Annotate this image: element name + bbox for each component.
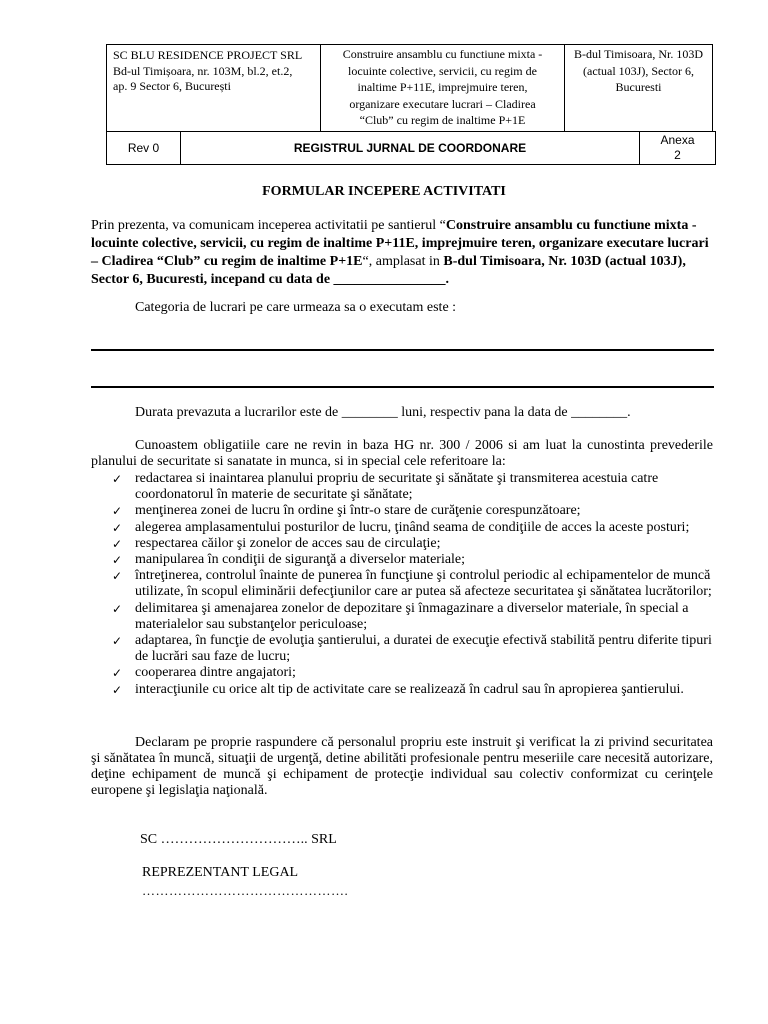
header-table — [106, 44, 713, 132]
project-cell — [321, 45, 565, 132]
revision-label: Rev 0 — [107, 132, 181, 165]
project-line-5: “Club” cu regim de inaltime P+1E — [359, 113, 526, 127]
site-address-line-3: Bucuresti — [615, 80, 662, 94]
obligation-text: întreţinerea, controlul înainte de punerea în funcţiune şi controlul periodic al echipamentelor de muncă utilizate, în scopul eliminării defecţiunilor care ar putea să afecteze securitatea şi sănătatea lucrătorilor; — [135, 568, 712, 600]
category-line-1[interactable] — [91, 349, 714, 351]
project-line-2: locuinte colective, servicii, cu regim de — [348, 63, 537, 78]
obligation-item — [112, 568, 714, 600]
obligations-list — [112, 471, 714, 698]
obligation-text: interacţiunile cu orice alt tip de activitate care se realizează în cadrul sau în apropierea şantierului. — [135, 681, 684, 697]
obligation-item — [112, 682, 714, 698]
obligation-text: menţinerea zonei de lucru în ordine şi într-o stare de curăţenie corespunzătoare; — [135, 503, 581, 519]
category-text: Categoria de lucrari pe care urmeaza sa o executam este : — [135, 300, 457, 315]
intro-prefix: Prin prezenta, va comunicam inceperea activitatii pe santierul “ — [91, 218, 446, 233]
obligation-item — [112, 520, 714, 536]
signature-company: SC ………………………….. SRL — [140, 832, 337, 847]
obligation-text: adaptarea, în funcţie de evoluţia şantierului, a duratei de execuţie efectivă stabilită pentru diferite tipuri de lucrări sau faze de lucru; — [135, 633, 712, 665]
signature-role: REPREZENTANT LEGAL — [142, 865, 299, 880]
signature-line[interactable]: ………………………………………. — [142, 883, 349, 898]
obligation-text: cooperarea dintre angajatori; — [135, 665, 296, 681]
company-cell — [107, 45, 321, 132]
anexa-label: Anexa — [660, 133, 695, 147]
checkmark-icon: ✓ — [112, 553, 123, 568]
obligation-item — [112, 552, 714, 568]
project-line-4: organizare executare lucrari – Cladirea — [349, 96, 536, 111]
project-line-3: inaltime P+11E, imprejmuire teren, — [357, 80, 528, 94]
obligation-item — [112, 471, 714, 503]
form-title: FORMULAR INCEPERE ACTIVITATI — [262, 184, 506, 199]
obligation-item — [112, 536, 714, 552]
project-line-1: Construire ansamblu cu functiune mixta - — [342, 47, 543, 61]
obligation-item — [112, 601, 714, 633]
checkmark-icon: ✓ — [112, 472, 123, 486]
checkmark-icon: ✓ — [112, 569, 123, 584]
anexa-number: 2 — [674, 148, 681, 162]
checkmark-icon: ✓ — [112, 682, 123, 697]
company-name: SC BLU RESIDENCE PROJECT SRL — [113, 48, 303, 62]
obligation-text: alegerea amplasamentului posturilor de lucru, ţinând seama de condiţiile de acces la aceste posturi; — [135, 519, 690, 535]
duration-text: Durata prevazuta a lucrarilor este de ________ luni, respectiv pana la data de ________. — [135, 405, 631, 420]
checkmark-icon: ✓ — [112, 666, 123, 681]
checkmark-icon: ✓ — [112, 520, 123, 535]
checkmark-icon: ✓ — [112, 634, 123, 649]
obligation-item — [112, 503, 714, 519]
obligation-text: manipularea în condiţii de siguranţă a diverselor materiale; — [135, 552, 466, 568]
obligation-item — [112, 665, 714, 681]
intro-project: Construire ansamblu cu functiune mixta - locuinte colective, servicii, cu regim de inaltime P+11E, imprejmuire teren, organizare executare lucrari – Cladirea “Club” cu regim de inaltime P+1E — [91, 218, 709, 269]
obligation-text: respectarea căilor şi zonelor de acces sau de circulaţie; — [135, 535, 441, 551]
header-row-2 — [106, 131, 716, 165]
checkmark-icon: ✓ — [112, 504, 123, 519]
obligations-intro: Cunoastem obligatiile care ne revin in baza HG nr. 300 / 2006 si am luat la cunostinta prevederile planului de securitate si sanatate in munca, si in special cele referitoare la: — [91, 438, 713, 469]
company-address-line-2: ap. 9 Sector 6, București — [113, 79, 231, 93]
site-address-line-2: (actual 103J), Sector 6, — [583, 63, 694, 78]
site-address-line-1: B-dul Timisoara, Nr. 103D — [573, 47, 703, 61]
obligation-item — [112, 633, 714, 665]
intro-paragraph — [91, 217, 713, 289]
anexa-cell — [640, 132, 716, 165]
intro-location: B-dul Timisoara, Nr. 103D (actual 103J), Sector 6, Bucuresti, incepand cu data de ________________. — [91, 254, 686, 287]
declaration-paragraph: Declaram pe proprie raspundere că personalul propriu este instruit şi verificat la zi privind securitatea şi sănătatea în muncă, situaţii de urgenţă, detine abilităti profesionale pentru meseriile care necesită autorizare, deţine echipament de muncă şi echipament de protecţie individual sau colectiv conformizat cu cerinţele europene şi legislaţia naţională. — [91, 735, 713, 798]
intro-middle: “, amplasat in — [362, 254, 444, 269]
register-title: REGISTRUL JURNAL DE COORDONARE — [181, 132, 640, 165]
category-line-2[interactable] — [91, 386, 714, 388]
checkmark-icon: ✓ — [112, 601, 123, 616]
obligation-text: delimitarea şi amenajarea zonelor de depozitare şi înmagazinare a diverselor materiale, în special a materialelor sau substanţelor periculoase; — [135, 600, 689, 632]
site-address-cell — [565, 45, 713, 132]
company-address-line-1: Bd-ul Timișoara, nr. 103M, bl.2, et.2, — [113, 63, 293, 78]
checkmark-icon: ✓ — [112, 536, 123, 551]
obligation-text: redactarea si inaintarea planului propriu de securitate şi sănătate şi transmiterea acestuia catre coordonatorul în materie de securitate şi sănătate; — [135, 471, 659, 503]
